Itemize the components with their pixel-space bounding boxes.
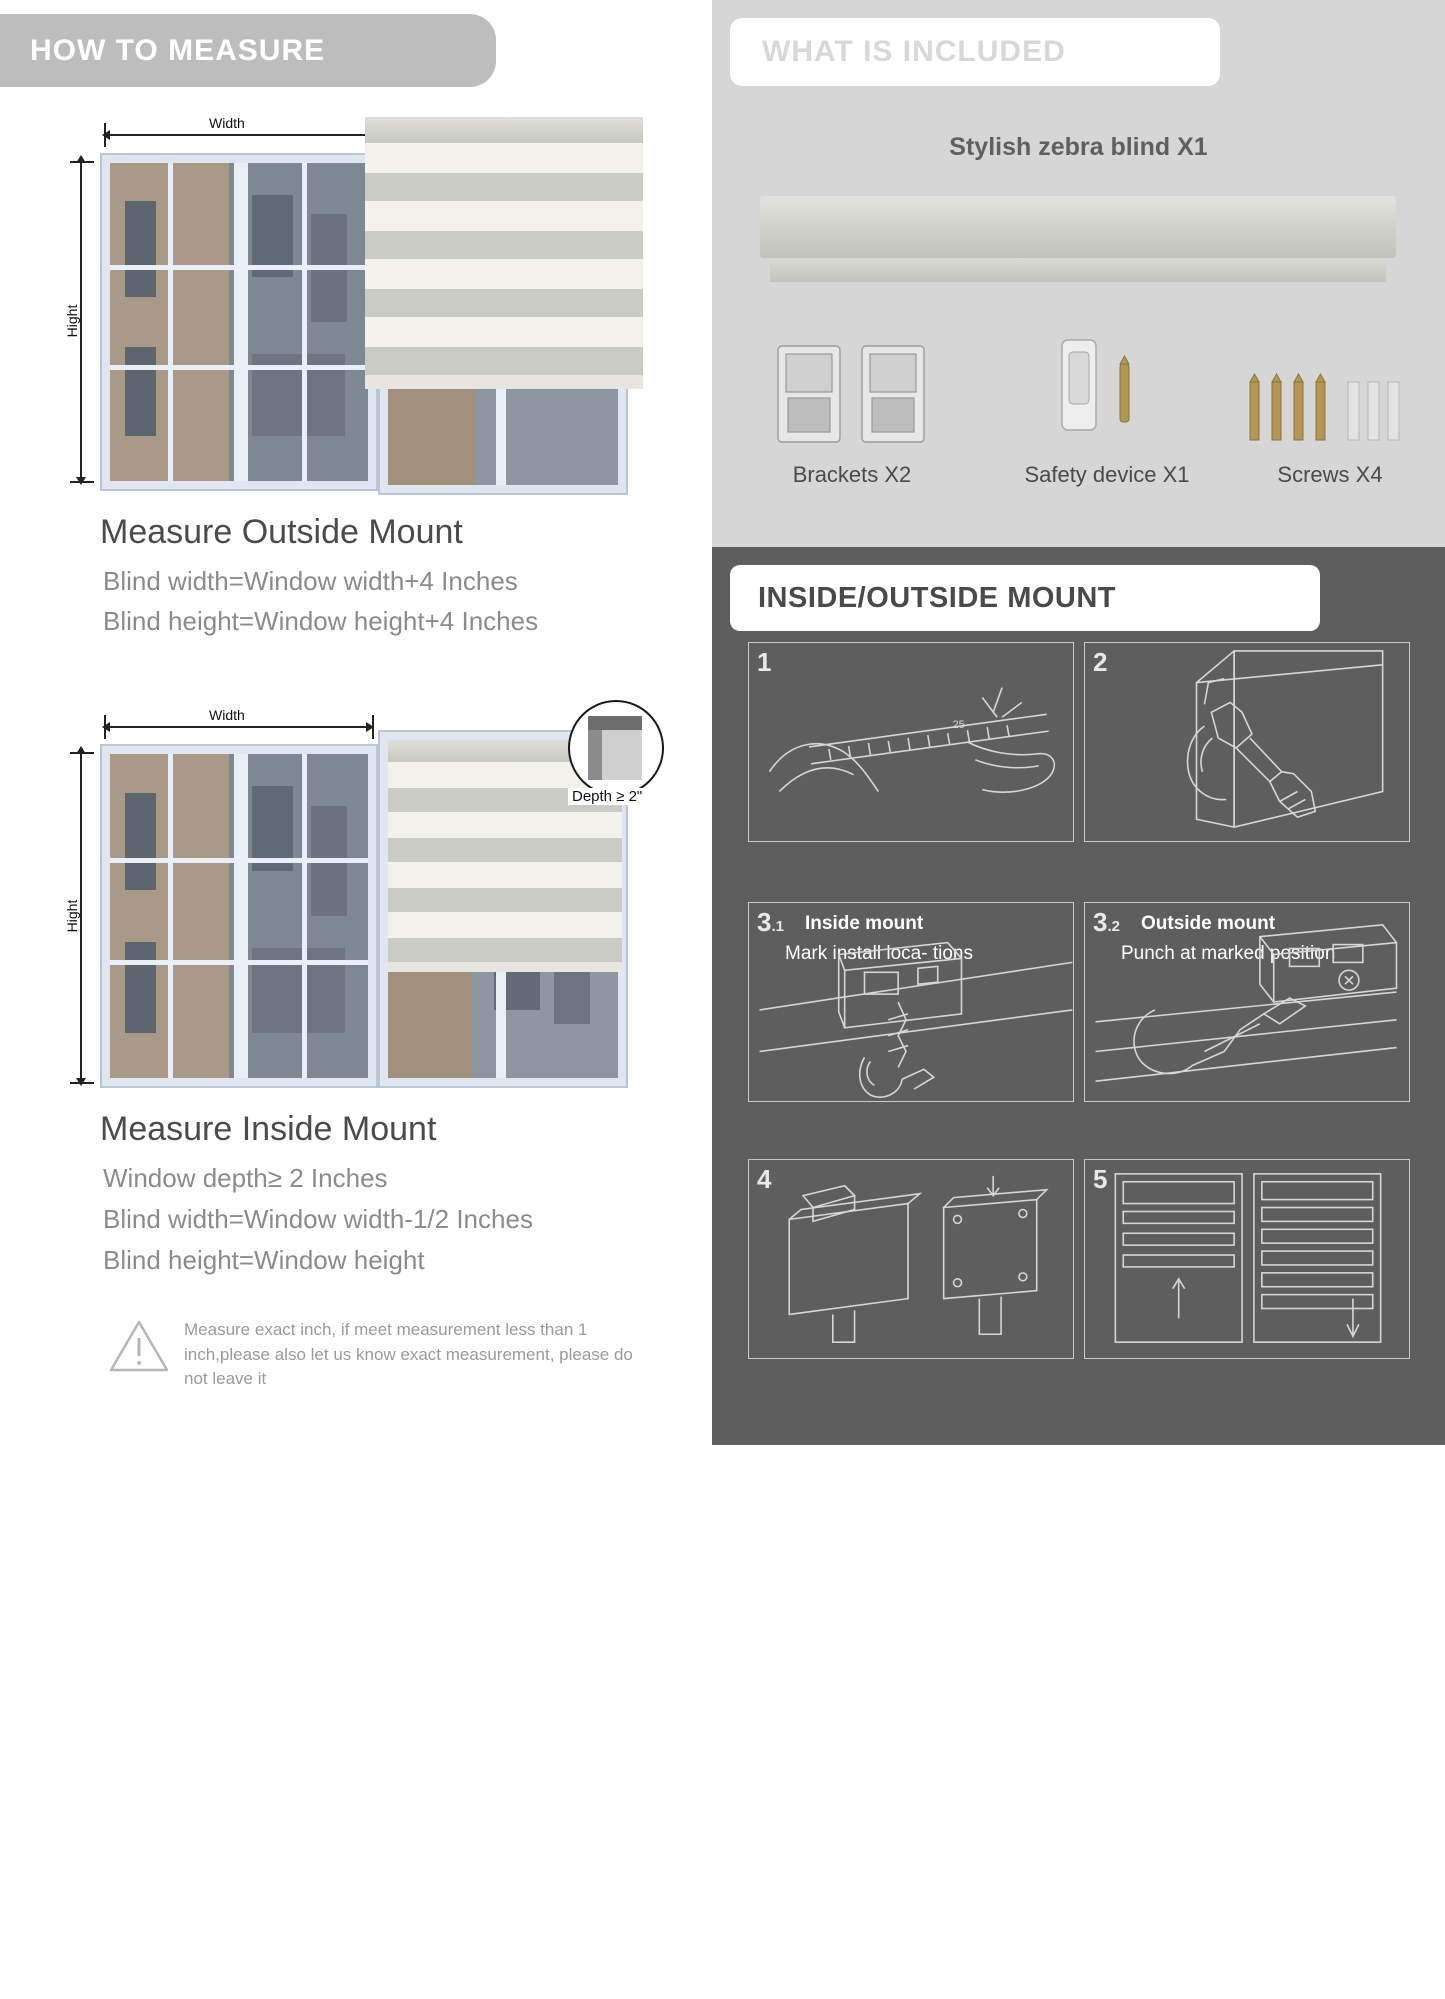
depth-callout (568, 700, 664, 796)
ruler-pencil-icon (749, 643, 1073, 841)
window-frame-outside (100, 153, 378, 491)
zebra-blind-outside (365, 117, 643, 389)
inside-outside-mount-tab: INSIDE/OUTSIDE MOUNT (730, 565, 1320, 631)
step-3-2-caption: Drill holes & Inside bracket (1121, 1463, 1346, 1484)
included-item-2-label: Screws X4 (1277, 462, 1383, 487)
height-tick-top-inside (70, 752, 94, 754)
zebra-blind-rail-bottom-icon (770, 258, 1386, 282)
height-dim-line-inside (80, 752, 82, 1082)
window-mullion-horizontal (110, 858, 368, 863)
zebra-blind-rail-icon (760, 196, 1396, 258)
building-window (125, 201, 156, 296)
window-mullion-horizontal (110, 365, 368, 370)
warning-triangle-icon (108, 1318, 170, 1374)
step-4-caption: Install the blind (785, 1977, 912, 1998)
building-window (125, 793, 156, 890)
step-3-1-number: 3.1 (757, 907, 784, 937)
finished-blind-icon (1085, 1160, 1409, 1358)
inside-mount-line1: Window depth≥ 2 Inches (103, 1163, 388, 1193)
outside-mount-diagram (60, 105, 680, 505)
included-item-0-label: Brackets X2 (792, 462, 912, 487)
width-tick-left (104, 123, 106, 147)
inside-mount-line3: Blind height=Window height (103, 1245, 425, 1275)
step-3-2-sub: .2 (1107, 918, 1120, 935)
width-dim-line (104, 134, 374, 136)
step-3-1-inline-label: Inside mount (805, 913, 924, 934)
right-column (712, 0, 1445, 1998)
window-mullion-vertical (302, 163, 307, 481)
step-3-1-caption: Drill holes & Inside bracket (785, 1463, 1010, 1484)
depth-label: Depth ≥ 2" (568, 788, 646, 805)
step-3-2-number: 3.2 (1093, 907, 1120, 937)
inside-width-label: Width (205, 707, 249, 723)
how-to-measure-panel (0, 0, 712, 1445)
install-blind-icon (749, 1160, 1073, 1358)
outside-height-label: Hight (64, 304, 80, 338)
step-3-2-inline-label: Outside mount (1141, 913, 1276, 934)
window-frame-inside (100, 744, 378, 1088)
inside-outside-mount-panel (712, 547, 1445, 1998)
step-1-number: 1 (757, 647, 772, 677)
outside-mount-line2: Blind height=Window height+4 Inches (103, 606, 539, 636)
outside-mount-line1: Blind width=Window width+4 Inches (103, 566, 518, 596)
inside-mount-line2: Blind width=Window width-1/2 Inches (103, 1204, 533, 1234)
window-mullion-vertical (234, 163, 248, 481)
building-window (125, 347, 156, 436)
what-is-included-tab: WHAT IS INCLUDED (730, 18, 1220, 86)
svg-text:25: 25 (952, 719, 965, 732)
step-3-1 (748, 902, 1074, 1484)
drill-icon (1085, 643, 1409, 841)
inside-height-label: Hight (64, 899, 80, 933)
step-1-caption: Mark install loca- tions (785, 943, 973, 964)
window-mullion-vertical (168, 163, 173, 481)
width-tick-left-inside (104, 715, 106, 739)
window-mullion-vertical (302, 754, 307, 1078)
window-mullion-horizontal (110, 960, 368, 965)
window-mullion-vertical (168, 754, 173, 1078)
height-tick-bottom (70, 481, 94, 483)
how-to-measure-tab: HOW TO MEASURE (0, 14, 496, 87)
step-3-1-sub: .1 (771, 918, 784, 935)
screws-icon (1240, 332, 1420, 448)
window-mullion-horizontal (110, 265, 368, 270)
step-2-caption: Punch at marked position (1121, 943, 1336, 964)
step-4-number: 4 (757, 1164, 772, 1194)
width-tick-right-inside (372, 715, 374, 739)
height-dim-line (80, 161, 82, 481)
building-window (125, 942, 156, 1033)
width-dim-line-inside (104, 726, 374, 728)
measurement-note (108, 1318, 648, 1392)
inside-mount-heading: Measure Inside Mount (100, 1110, 437, 1148)
measurement-note-text: Measure exact inch, if meet measurement less than 1 inch,please also let us know exact measurement, please do not leave it (184, 1320, 633, 1389)
bracket-icon (772, 338, 932, 448)
step-2-number: 2 (1093, 647, 1108, 677)
included-main-item-label: Stylish zebra blind X1 (949, 133, 1208, 161)
outside-bracket-icon (1085, 903, 1409, 1101)
outside-width-label: Width (205, 115, 249, 131)
outside-mount-heading: Measure Outside Mount (100, 513, 463, 551)
safety-device-icon (1042, 330, 1172, 448)
height-tick-bottom-inside (70, 1082, 94, 1084)
included-item-1-label: Safety device X1 (1024, 462, 1190, 487)
step-5-caption: Finish (1121, 1977, 1172, 1998)
inside-mount-diagram (60, 700, 680, 1100)
inside-bracket-icon (749, 903, 1073, 1101)
height-tick-top (70, 161, 94, 163)
what-is-included-panel (712, 0, 1445, 547)
window-mullion-vertical (234, 754, 248, 1078)
step-3-2 (1084, 902, 1410, 1484)
step-5-number: 5 (1093, 1164, 1108, 1194)
